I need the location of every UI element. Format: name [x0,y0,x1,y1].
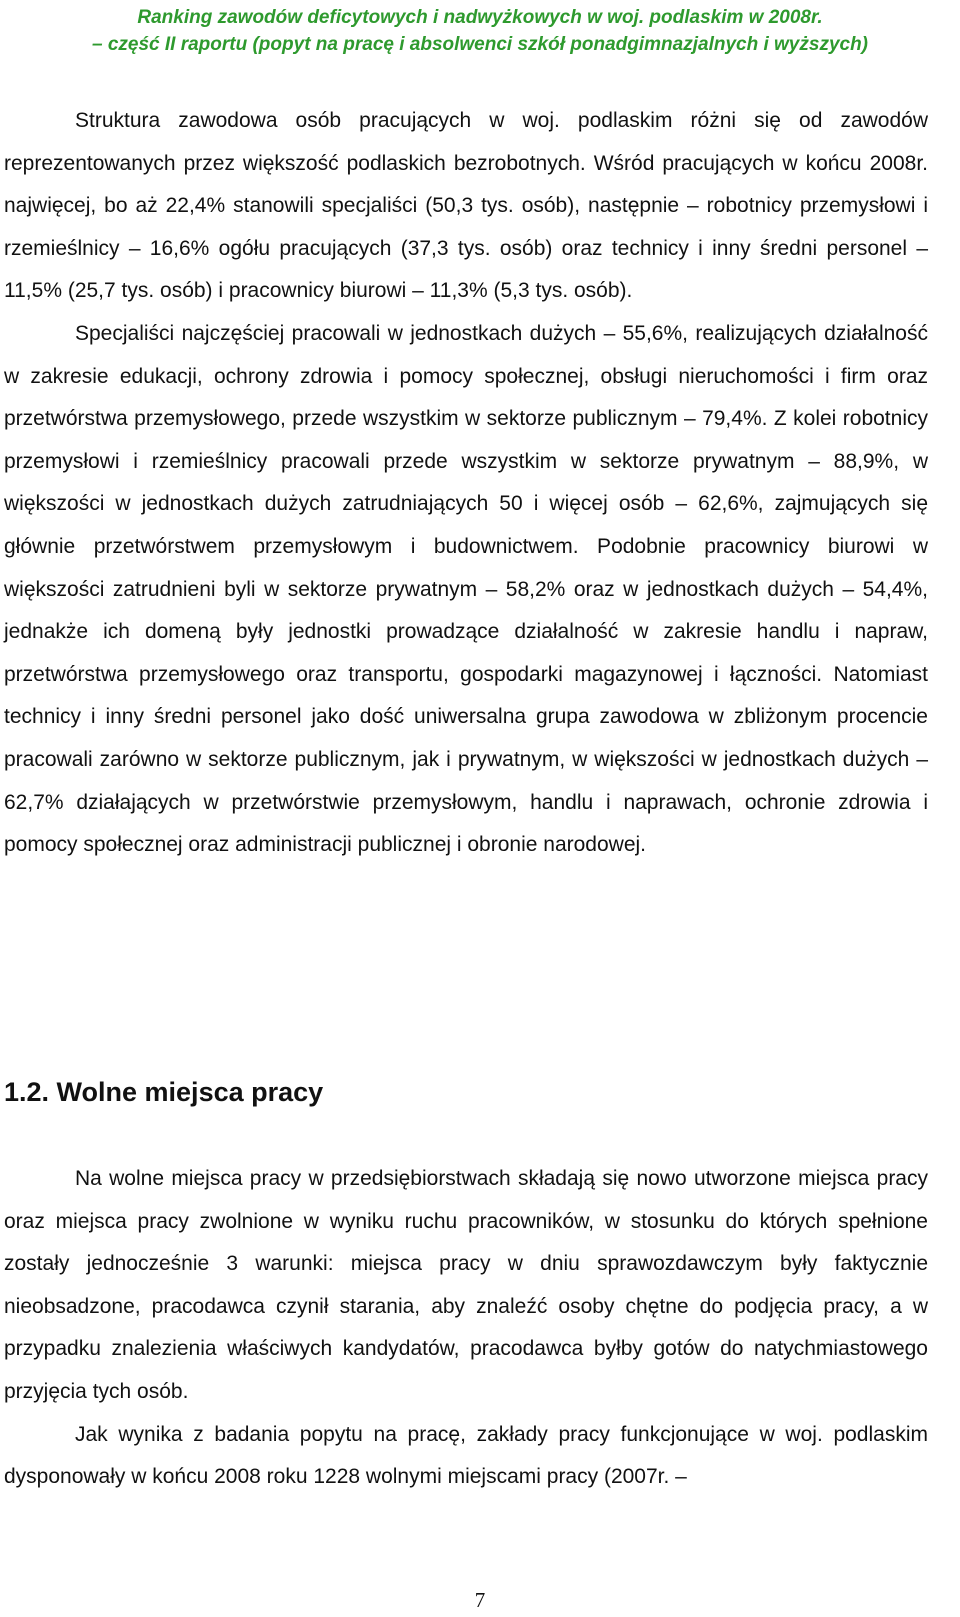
paragraph: Na wolne miejsca pracy w przedsiębiorstwach składają się nowo utworzone miejsca pracy oraz miejsca pracy zwolnione w wyniku ruchu pracowników, w stosunku do których spełnione zostały jednocześnie 3 warunki: miejsca pracy w dniu sprawozdawczym były faktycznie nieobsadzone, pracodawca czynił starania, aby znaleźć osoby chętne do podjęcia pracy, a w przypadku znalezienia właściwych kandydatów, pracodawca byłby gotów do natychmiastowego przyjęcia tych osób. [4,1167,928,1403]
page-number: 7 [474,1588,486,1612]
section-1-2-body [4,1158,928,1499]
paragraph: Jak wynika z badania popytu na pracę, zakłady pracy funkcjonujące w woj. podlaskim dysponowały w końcu 2008 roku 1228 wolnymi miejscami pracy (2007r. – [4,1422,928,1489]
running-header [0,4,960,58]
paragraph: Struktura zawodowa osób pracujących w woj. podlaskim różni się od zawodów reprezentowanych przez większość podlaskich bezrobotnych. Wśród pracujących w końcu 2008r. najwięcej, bo aż 22,4% stanowili specjaliści (50,3 tys. osób), następnie – robotnicy przemysłowi i rzemieślnicy – 16,6% ogółu pracujących (37,3 tys. osób) oraz technicy i inny średni personel – 11,5% (25,7 tys. osób) i pracownicy biurowi – 11,3% (5,3 tys. osób). [4,109,928,303]
running-header-line-2: – część II raportu (popyt na pracę i absolwenci szkół ponadgimnazjalnych i wyższych) [91,34,869,55]
paragraph: Specjaliści najczęściej pracowali w jednostkach dużych – 55,6%, realizujących działalność w zakresie edukacji, ochrony zdrowia i pomocy społecznej, obsługi nieruchomości i firm oraz przetwórstwa przemysłowego, przede wszystkim w sektorze publicznym – 79,4%. Z kolei robotnicy przemysłowi i rzemieślnicy pracowali przede wszystkim w sektorze prywatnym – 88,9%, w większości w jednostkach dużych zatrudniających 50 i więcej osób – 62,6%, zajmujących się głównie przetwórstwem przemysłowym i budownictwem. Podobnie pracownicy biurowi w większości zatrudnieni byli w sektorze prywatnym – 58,2% oraz w jednostkach dużych – 54,4%, jednakże ich domeną były jednostki prowadzące działalność w zakresie handlu i napraw, przetwórstwa przemysłowego oraz transportu, gospodarki magazynowej i łączności. Natomiast technicy i inny średni personel jako dość uniwersalna grupa zawodowa w zbliżonym procencie pracowali zarówno w sektorze publicznym, jak i prywatnym, w większości w jednostkach dużych – 62,7% działających w przetwórstwie przemysłowym, handlu i naprawach, ochronie zdrowia i pomocy społecznej oraz administracji publicznej i obronie narodowej. [4,321,928,857]
running-header-line-1: Ranking zawodów deficytowych i nadwyżkowych w woj. podlaskim w 2008r. [137,7,823,28]
section-1-1-body [4,100,928,867]
section-heading: 1.2. Wolne miejsca pracy [4,1077,324,1107]
